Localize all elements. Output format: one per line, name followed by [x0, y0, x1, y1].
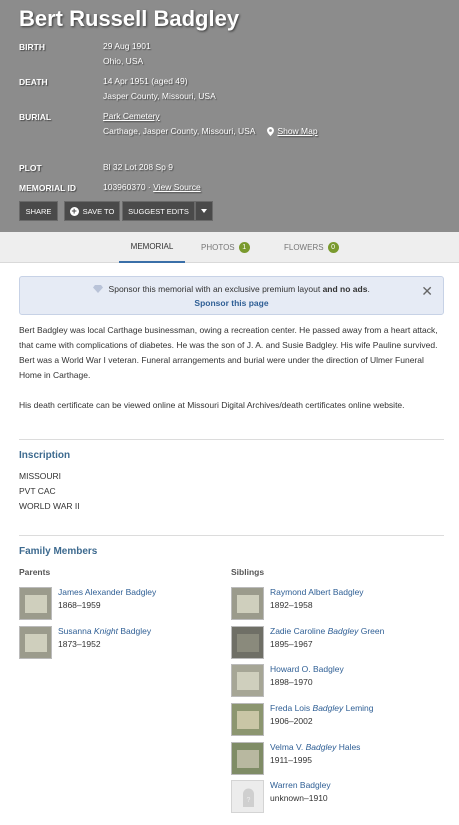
- inscription-line: WORLD WAR II: [19, 501, 80, 511]
- siblings-heading: Siblings: [231, 567, 265, 577]
- member-name: Zadie Caroline Badgley Green: [270, 626, 385, 636]
- plus-icon: +: [71, 205, 77, 216]
- sponsor-page-link[interactable]: Sponsor this page: [194, 298, 269, 308]
- memorial-header: [0, 0, 459, 232]
- headstone-thumbnail: [231, 664, 264, 697]
- memorial-id-number: 103960370 ·: [103, 182, 151, 192]
- sponsor-text-end: .: [367, 284, 370, 294]
- bio-paragraph-2: His death certificate can be viewed online at Missouri Digital Archives/death certificates online website.: [19, 400, 405, 410]
- memorial-tabs: [0, 232, 459, 263]
- suggest-edits-button[interactable]: [122, 201, 195, 221]
- member-dates: unknown–1910: [270, 793, 328, 803]
- tab-memorial[interactable]: [119, 232, 185, 263]
- tab-flowers[interactable]: [284, 232, 339, 263]
- birth-value: [103, 39, 151, 69]
- birth-date: 29 Aug 1901: [103, 41, 151, 51]
- sponsor-text: [20, 284, 443, 294]
- divider: [19, 535, 444, 536]
- member-name: Howard O. Badgley: [270, 664, 344, 674]
- show-map-link[interactable]: [267, 124, 317, 139]
- flowers-count-badge: 0: [328, 242, 339, 253]
- close-icon[interactable]: ✕: [421, 283, 433, 299]
- more-options-button[interactable]: [195, 201, 213, 221]
- death-label: DEATH: [19, 77, 48, 87]
- headstone-thumbnail: [231, 703, 264, 736]
- show-map-label: Show Map: [277, 126, 318, 136]
- member-dates: 1895–1967: [270, 639, 313, 649]
- diamond-icon: [93, 285, 103, 293]
- sponsor-text-main: Sponsor this memorial with an exclusive premium layout: [108, 284, 321, 294]
- member-dates: 1906–2002: [270, 716, 313, 726]
- birth-place: Ohio, USA: [103, 56, 144, 66]
- death-value: [103, 74, 216, 104]
- suggest-edits-label: SUGGEST EDITS: [128, 206, 189, 216]
- member-name: Raymond Albert Badgley: [270, 587, 364, 597]
- death-place: Jasper County, Missouri, USA: [103, 91, 216, 101]
- member-name: Susanna Knight Badgley: [58, 626, 152, 636]
- memorial-id-value: [103, 180, 201, 195]
- inscription-heading: Inscription: [19, 450, 71, 461]
- member-dates: 1898–1970: [270, 677, 313, 687]
- headstone-thumbnail: [231, 587, 264, 620]
- death-date: 14 Apr 1951 (aged 49): [103, 76, 188, 86]
- tab-photos[interactable]: [201, 232, 250, 263]
- sponsor-banner: [19, 276, 444, 315]
- view-source-link[interactable]: View Source: [153, 182, 201, 192]
- member-dates: 1911–1995: [270, 755, 312, 765]
- headstone-thumbnail: [19, 626, 52, 659]
- plot-value: Bl 32 Lot 208 Sp 9: [103, 162, 173, 172]
- inscription-line: MISSOURI: [19, 471, 62, 481]
- member-name: Freda Lois Badgley Leming: [270, 703, 374, 713]
- member-name: Velma V. Badgley Hales: [270, 742, 361, 752]
- tab-flowers-label: FLOWERS: [284, 243, 324, 252]
- burial-label: BURIAL: [19, 112, 52, 122]
- member-dates: 1873–1952: [58, 639, 101, 649]
- member-dates: 1892–1958: [270, 600, 313, 610]
- burial-place: Carthage, Jasper County, Missouri, USA: [103, 126, 256, 136]
- svg-text:?: ?: [246, 797, 251, 804]
- memorial-id-label: MEMORIAL ID: [19, 183, 76, 193]
- inscription-line: PVT CAC: [19, 486, 56, 496]
- headstone-thumbnail: [231, 742, 264, 775]
- headstone-placeholder-icon: [232, 781, 265, 814]
- map-pin-icon: [267, 127, 274, 136]
- headstone-thumbnail: [19, 587, 52, 620]
- birth-label: BIRTH: [19, 42, 45, 52]
- plot-label: PLOT: [19, 163, 42, 173]
- burial-value: [103, 109, 318, 139]
- family-heading: Family Members: [19, 546, 98, 557]
- member-name: James Alexander Badgley: [58, 587, 157, 597]
- tab-memorial-label: MEMORIAL: [130, 242, 174, 251]
- save-to-label: SAVE TO: [82, 206, 115, 216]
- member-name: Warren Badgley: [270, 780, 331, 790]
- headstone-thumbnail: [231, 626, 264, 659]
- share-button[interactable]: [19, 201, 58, 221]
- photos-count-badge: 1: [239, 242, 250, 253]
- divider: [19, 439, 444, 440]
- tab-photos-label: PHOTOS: [201, 243, 235, 252]
- parents-heading: Parents: [19, 567, 51, 577]
- no-photo-placeholder: [231, 780, 264, 813]
- cemetery-link[interactable]: Park Cemetery: [103, 111, 160, 121]
- bio-paragraph: Bert Badgley was local Carthage businessman, owing a recreation center. He passed away from a heart attack, that came with complications of diabetes. He was the son of J. A. and Susie Badgley. His wife Pauline survived. Bert was a World War I veteran. Funeral arrangements and burial were under the direction of Ulmer Funeral Home in Carthage.: [19, 325, 438, 380]
- share-label: SHARE: [25, 206, 52, 216]
- save-to-button[interactable]: [64, 201, 120, 221]
- caret-down-icon: [201, 209, 207, 213]
- member-dates: 1868–1959: [58, 600, 101, 610]
- inscription-text: [19, 469, 80, 514]
- memorial-name: Bert Russell Badgley: [19, 6, 240, 31]
- sponsor-text-bold: and no ads: [322, 284, 368, 294]
